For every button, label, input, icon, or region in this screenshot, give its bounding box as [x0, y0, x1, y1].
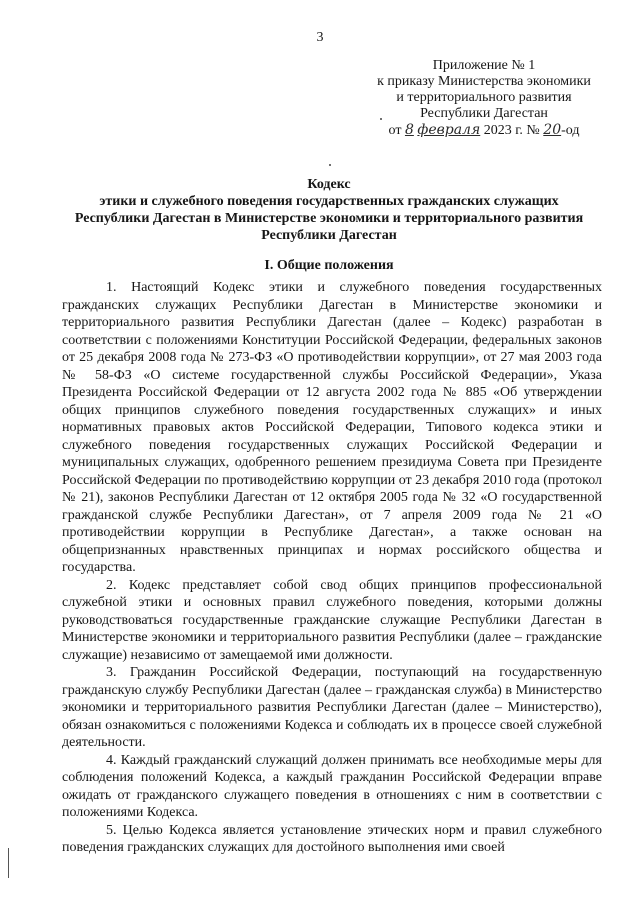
- handwritten-date-day: 8: [404, 122, 414, 138]
- date-prefix: от: [388, 123, 402, 138]
- title-line-2: этики и служебного поведения государственных гражданских служащих: [99, 194, 559, 209]
- handwritten-date-month: февраля: [417, 122, 481, 138]
- title-line-4: Республики Дагестан: [261, 228, 397, 243]
- scan-dot: [329, 164, 331, 166]
- paragraph-3: 3. Гражданин Российской Федерации, поступающий на государственную гражданскую службу Республики Дагестан (далее – гражданская служба) в Министерство экономики и территориального развития Республики Дагестан (далее – Министерство), обязан ознакомиться с положениями Кодекса и соблюдать их в процессе своей служебной деятельности.: [62, 665, 602, 750]
- title-line-1: Кодекс: [307, 177, 351, 192]
- appendix-order-line: к приказу Министерства экономики: [377, 74, 591, 89]
- paragraph-2: 2. Кодекс представляет собой свод общих принципов профессиональной служебной этики и основных правил служебного поведения, которыми должны руководствоваться государственные гражданские служащие Республики Дагестан в Министерстве экономики и территориального развития Республики (далее – гражданские служащие) независимо от замещаемой ими должности.: [62, 577, 602, 663]
- appendix-date-line: [356, 122, 612, 139]
- appendix-title: Приложение № 1: [432, 58, 536, 73]
- document-title: [56, 176, 602, 244]
- appendix-header: [356, 58, 612, 139]
- page-number: 3: [316, 30, 324, 45]
- paragraph-1: 1. Настоящий Кодекс этики и служебного поведения государственных гражданских служащих Республики Дагестан в Министерстве экономики и территориального развития Республики Дагестан (далее – Кодекс) разработан в соответствии с положениями Конституции Российской Федерации, федеральных законов от 25 декабря 2008 года № 273-ФЗ «О противодействии коррупции», от 27 мая 2003 года № 58-ФЗ «О системе государственной службы Российской Федерации», Указа Президента Российской Федерации от 12 августа 2002 года № 885 «Об утверждении общих принципов служебного поведения государственных служащих» и иных нормативных правовых актов Российской Федерации, Типового кодекса этики и служебного поведения государственных служащих Российской Федерации и муниципальных служащих, одобренного решением президиума Совета при Президенте Российской Федерации по противодействию коррупции от 23 декабря 2010 года (протокол № 21), законов Республики Дагестан от 12 октября 2005 года № 32 «О государственной гражданской службе Республики Дагестан», от 7 апреля 2009 года № 21 «О противодействии коррупции в Республике Дагестан», а также основан на общепризнанных нравственных принципах и нормах российского общества и государства.: [62, 280, 602, 575]
- scan-margin-mark: [8, 848, 9, 878]
- document-body: [62, 279, 602, 857]
- section-heading: I. Общие положения: [264, 258, 394, 273]
- date-year: 2023 г. №: [483, 123, 540, 138]
- appendix-ministry-line: и территориального развития: [396, 90, 572, 105]
- appendix-republic-line: Республики Дагестан: [420, 106, 548, 121]
- scan-dot: [380, 118, 382, 120]
- paragraph-4: 4. Каждый гражданский служащий должен принимать все необходимые меры для соблюдения положений Кодекса, а каждый гражданин Российской Федерации вправе ожидать от гражданского служащего поведения в отношениях с ним в соответствии с положениями Кодекса.: [62, 752, 602, 820]
- doc-suffix: -од: [561, 123, 580, 138]
- paragraph-5: 5. Целью Кодекса является установление этических норм и правил служебного поведения гражданских служащих для достойного выполнения ими своей: [62, 822, 602, 855]
- handwritten-doc-number: 20: [543, 122, 562, 138]
- title-line-3: Республики Дагестан в Министерстве экономики и территориального развития: [74, 211, 584, 226]
